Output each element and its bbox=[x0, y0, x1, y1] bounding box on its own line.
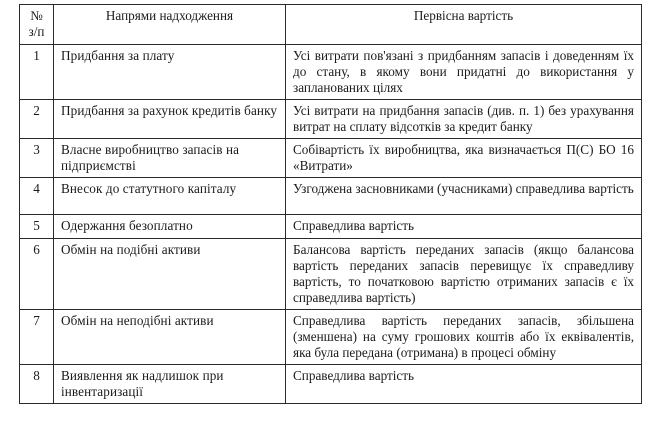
row-direction: Обмін на подібні активи bbox=[54, 239, 286, 310]
inventory-valuation-table bbox=[19, 4, 642, 404]
row-initial-value: Узгоджена засновниками (учасниками) справедлива вартість bbox=[286, 178, 642, 215]
row-direction: Виявлення як надлишок при інвентаризації bbox=[54, 365, 286, 404]
row-number: 1 bbox=[20, 45, 54, 100]
row-number: 6 bbox=[20, 239, 54, 310]
table-header-row bbox=[20, 5, 642, 45]
table-row bbox=[20, 100, 642, 139]
header-number-symbol: № bbox=[30, 8, 43, 23]
header-number-abbrev: з/п bbox=[28, 24, 45, 39]
header-initial-value: Первісна вартість bbox=[286, 5, 642, 45]
row-direction: Власне виробництво запасів на підприємстві bbox=[54, 139, 286, 178]
row-number: 5 bbox=[20, 215, 54, 239]
row-number: 7 bbox=[20, 310, 54, 365]
table-row bbox=[20, 239, 642, 310]
row-number: 2 bbox=[20, 100, 54, 139]
row-direction: Придбання за плату bbox=[54, 45, 286, 100]
table-row bbox=[20, 139, 642, 178]
row-initial-value: Балансова вартість переданих запасів (якщо балансова вартість переданих запасів перевищує їх справедливу вартість, то початковою вартістю отриманих запасів є їх справедлива вартість) bbox=[286, 239, 642, 310]
row-direction: Внесок до статутного капіталу bbox=[54, 178, 286, 215]
row-number: 4 bbox=[20, 178, 54, 215]
row-number: 8 bbox=[20, 365, 54, 404]
header-number bbox=[20, 5, 54, 45]
table-row bbox=[20, 215, 642, 239]
row-initial-value: Собівартість їх виробництва, яка визначається П(С) БО 16 «Витрати» bbox=[286, 139, 642, 178]
row-direction: Придбання за рахунок кредитів банку bbox=[54, 100, 286, 139]
table-row bbox=[20, 310, 642, 365]
row-initial-value: Справедлива вартість переданих запасів, збільшена (зменшена) на суму грошових коштів або їх еквівалентів, яка була передана (отримана) в процесі обміну bbox=[286, 310, 642, 365]
table-row bbox=[20, 178, 642, 215]
row-initial-value: Справедлива вартість bbox=[286, 365, 642, 404]
row-initial-value: Справедлива вартість bbox=[286, 215, 642, 239]
header-direction: Напрями надходження bbox=[54, 5, 286, 45]
row-number: 3 bbox=[20, 139, 54, 178]
table-row bbox=[20, 365, 642, 404]
row-direction: Одержання безоплатно bbox=[54, 215, 286, 239]
row-initial-value: Усі витрати на придбання запасів (див. п. 1) без урахування витрат на сплату відсотків за кредит банку bbox=[286, 100, 642, 139]
table-row bbox=[20, 45, 642, 100]
row-initial-value: Усі витрати пов'язані з придбанням запасів і доведенням їх до стану, в якому вони придатні до використання у запланованих цілях bbox=[286, 45, 642, 100]
row-direction: Обмін на неподібні активи bbox=[54, 310, 286, 365]
